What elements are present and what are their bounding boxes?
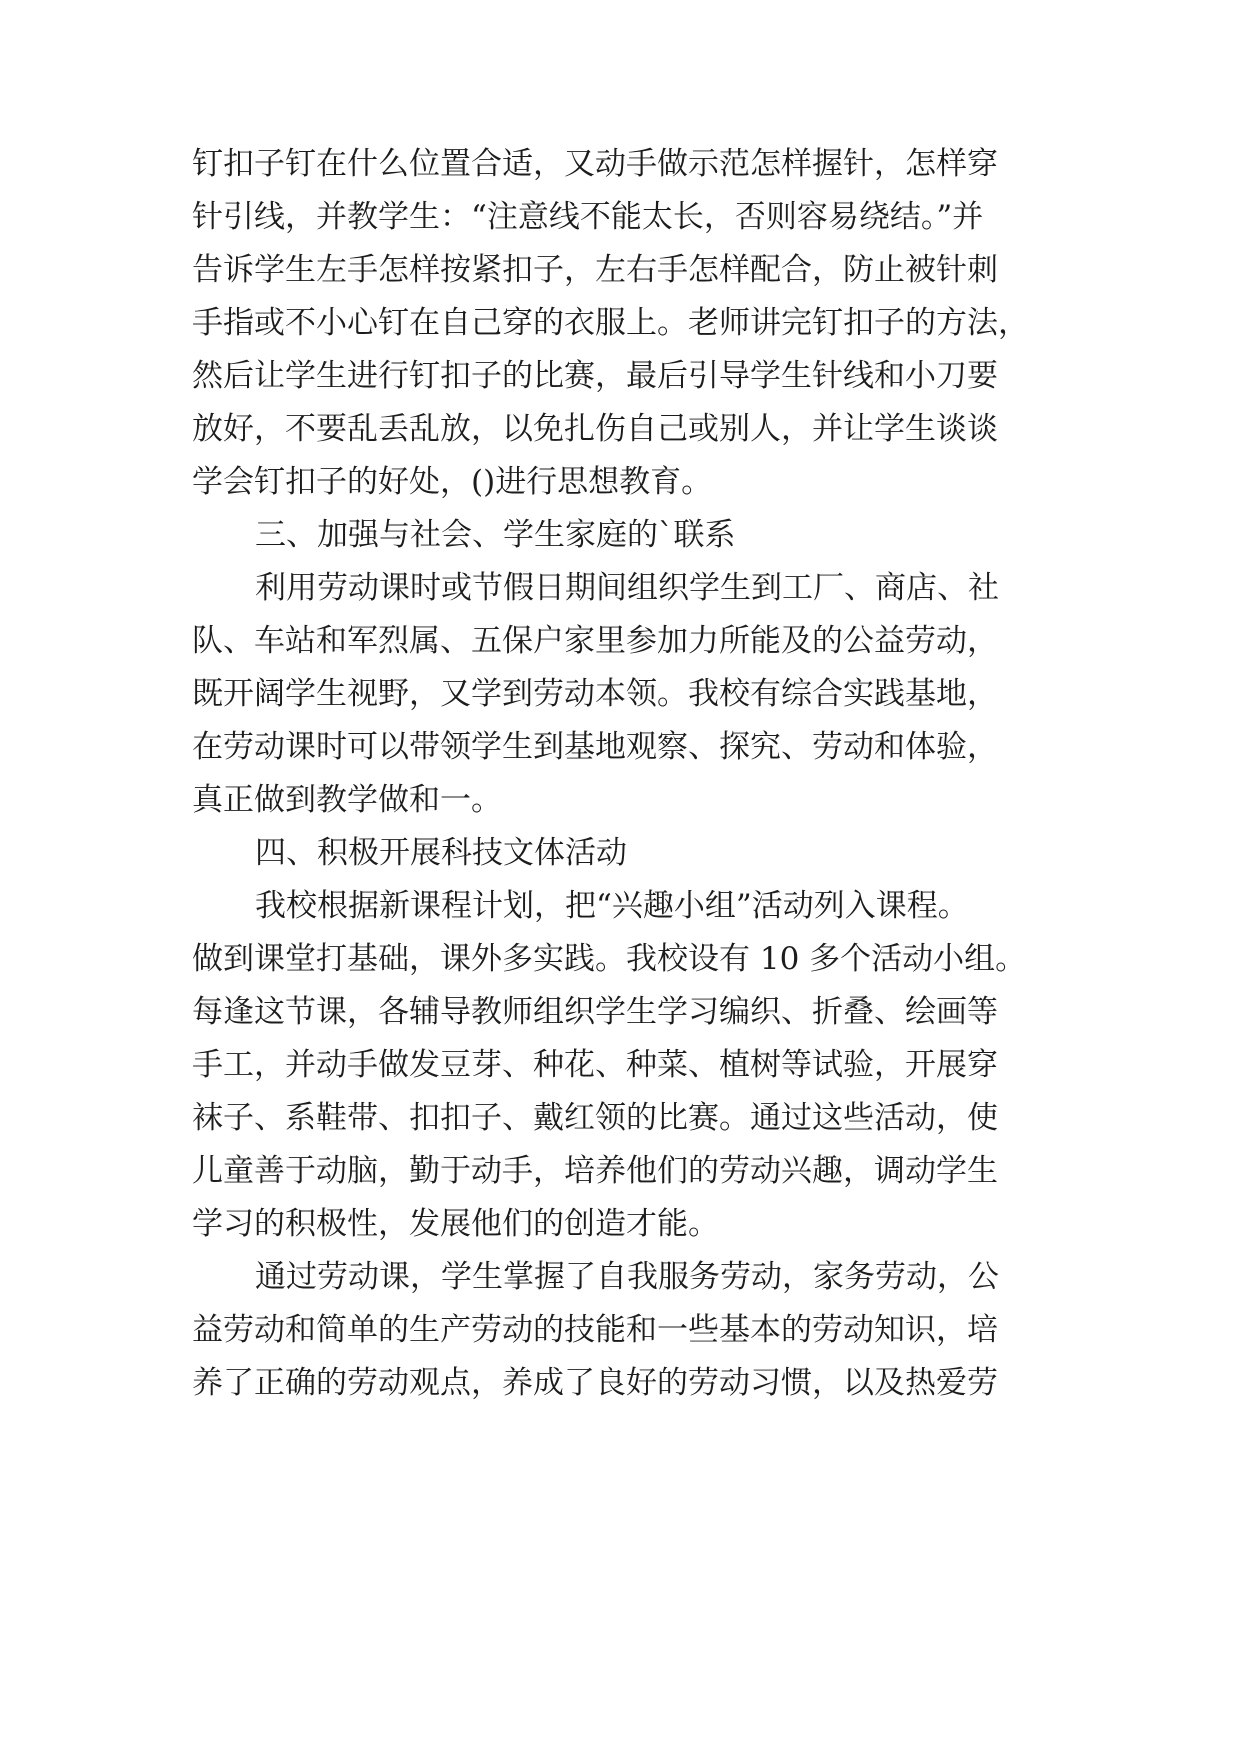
text-line: 通过劳动课，学生掌握了自我服务劳动，家务劳动，公: [255, 1259, 999, 1295]
text-line: 利用劳动课时或节假日期间组织学生到工厂、商店、社: [255, 570, 999, 606]
text-line: 学习的积极性，发展他们的创造才能。: [192, 1206, 719, 1242]
text-line: 在劳动课时可以带领学生到基地观察、探究、劳动和体验，: [192, 729, 998, 765]
text-line: 学会钉扣子的好处，()进行思想教育。: [192, 464, 713, 500]
text-line: 手指或不小心钉在自己穿的衣服上。老师讲完钉扣子的方法，: [192, 305, 1029, 341]
text-line: 放好，不要乱丢乱放，以免扎伤自己或别人，并让学生谈谈: [192, 411, 998, 447]
text-line: 手工，并动手做发豆芽、种花、种菜、植树等试验，开展穿: [192, 1047, 998, 1083]
text-line: 告诉学生左手怎样按紧扣子，左右手怎样配合，防止被针刺: [192, 252, 998, 288]
text-line: 袜子、系鞋带、扣扣子、戴红领的比赛。通过这些活动，使: [192, 1100, 998, 1136]
text-line: 然后让学生进行钉扣子的比赛，最后引导学生针线和小刀要: [192, 358, 998, 394]
section-heading: 三、加强与社会、学生家庭的`联系: [255, 517, 736, 553]
text-line: 队、车站和军烈属、五保户家里参加力所能及的公益劳动，: [192, 623, 998, 659]
text-line: 每逢这节课，各辅导教师组织学生学习编织、折叠、绘画等: [192, 994, 998, 1030]
text-line: 针引线，并教学生：“注意线不能太长，否则容易绕结。”并: [192, 199, 984, 235]
text-line: 既开阔学生视野，又学到劳动本领。我校有综合实践基地，: [192, 676, 998, 712]
text-line: 养了正确的劳动观点，养成了良好的劳动习惯，以及热爱劳: [192, 1365, 998, 1401]
text-line: 我校根据新课程计划，把“兴趣小组”活动列入课程。: [255, 888, 969, 924]
text-line: 益劳动和简单的生产劳动的技能和一些基本的劳动知识，培: [192, 1312, 998, 1348]
section-heading: 四、积极开展科技文体活动: [255, 835, 627, 871]
text-line: 真正做到教学做和一。: [192, 782, 502, 818]
text-line: 儿童善于动脑，勤于动手，培养他们的劳动兴趣，调动学生: [192, 1153, 998, 1189]
text-line: 做到课堂打基础，课外多实践。我校设有 10 多个活动小组。: [192, 941, 1027, 977]
text-line: 钉扣子钉在什么位置合适，又动手做示范怎样握针，怎样穿: [192, 146, 998, 182]
